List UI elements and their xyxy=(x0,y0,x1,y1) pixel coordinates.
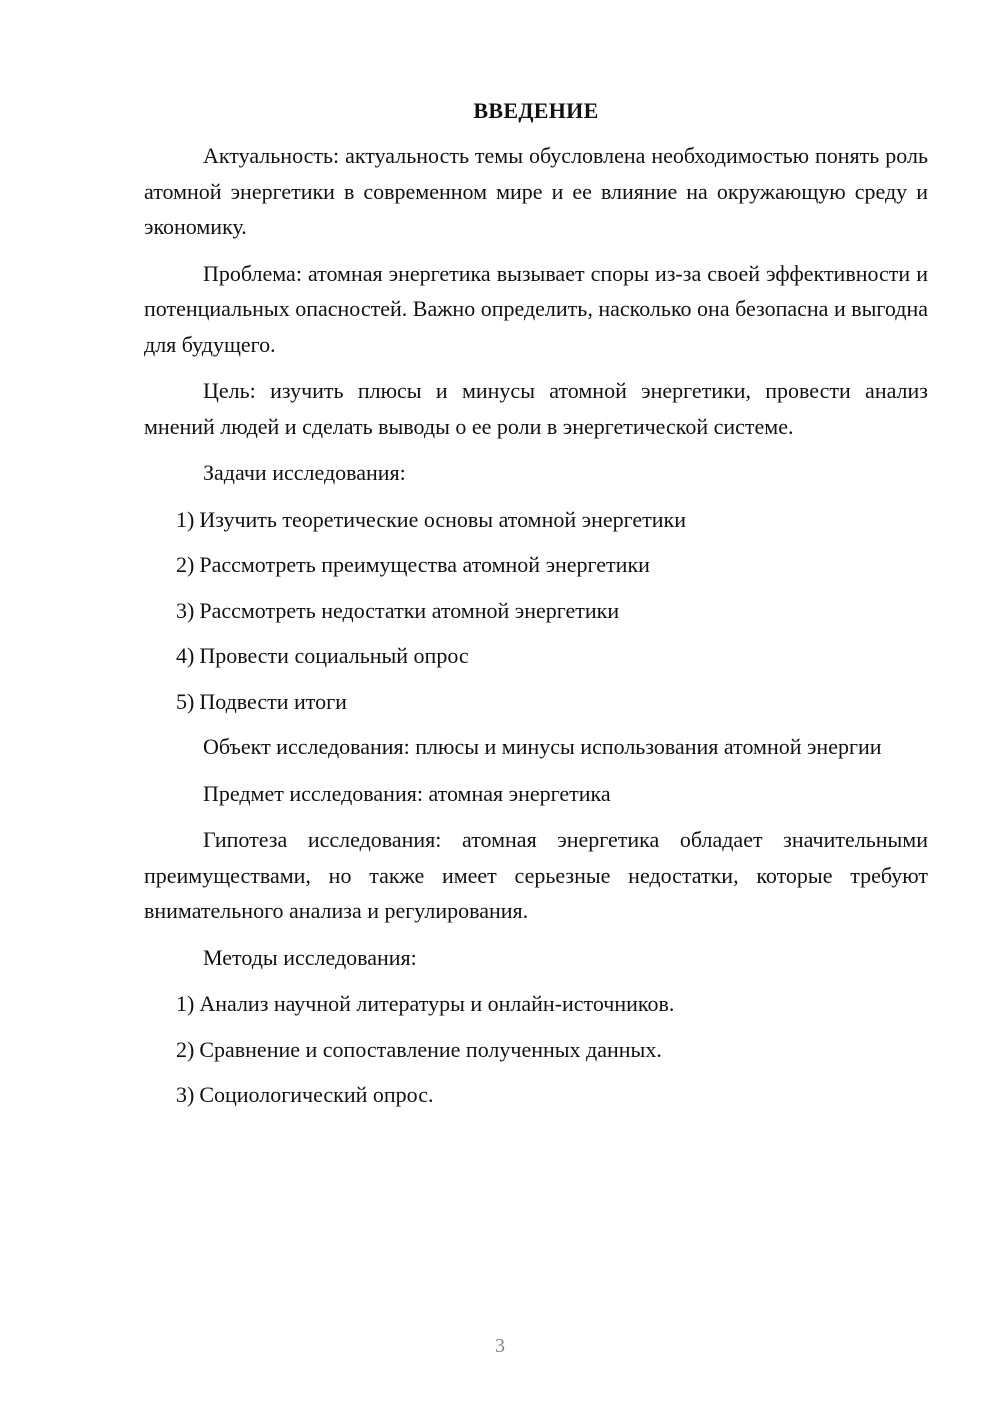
methods-heading: Методы исследования: xyxy=(203,944,417,970)
list-item xyxy=(144,986,928,1022)
list-item xyxy=(144,593,928,629)
tasks-list xyxy=(144,502,928,720)
list-item-number: 3) xyxy=(176,1082,195,1107)
document-page xyxy=(144,96,928,1123)
list-item-number: 4) xyxy=(176,643,195,668)
list-item-number: 3) xyxy=(176,597,195,623)
list-item-text: Изучить теоретические основы атомной энергетики xyxy=(199,506,686,532)
relevance-paragraph: Актуальность: актуальность темы обусловлена необходимостью понять роль атомной энергетики в современном мире и ее влияние на окружающую среду и экономику. xyxy=(144,143,928,239)
list-item-text: Рассмотреть недостатки атомной энергетики xyxy=(199,597,620,623)
list-item-number: 2) xyxy=(176,1036,195,1062)
list-item-text: Провести социальный опрос xyxy=(199,643,469,668)
list-item xyxy=(144,547,928,583)
list-item-text: Подвести итоги xyxy=(199,688,347,714)
list-item-text: Рассмотреть преимущества атомной энергетики xyxy=(199,552,650,577)
list-item xyxy=(144,1032,928,1068)
hypothesis-paragraph: Гипотеза исследования: атомная энергетика обладает значительными преимуществами, но также имеет серьезные недостатки, которые требуют внимательного анализа и регулирования. xyxy=(144,827,928,923)
goal-paragraph: Цель: изучить плюсы и минусы атомной энергетики, провести анализ мнений людей и сделать выводы о ее роли в энергетической системе. xyxy=(144,378,928,439)
list-item-number: 1) xyxy=(176,506,195,532)
list-item-text: Анализ научной литературы и онлайн-источников. xyxy=(199,991,675,1016)
list-item xyxy=(144,684,928,720)
list-item-number: 5) xyxy=(176,688,195,714)
list-item-number: 1) xyxy=(176,991,195,1016)
list-item-number: 2) xyxy=(176,552,195,577)
subject-paragraph: Предмет исследования: атомная энергетика xyxy=(203,780,611,806)
methods-list xyxy=(144,986,928,1113)
tasks-heading: Задачи исследования: xyxy=(203,460,406,485)
list-item xyxy=(144,638,928,674)
object-paragraph: Объект исследования: плюсы и минусы использования атомной энергии xyxy=(203,734,882,759)
list-item-text: Сравнение и сопоставление полученных данных. xyxy=(199,1036,662,1062)
page-title: ВВЕДЕНИЕ xyxy=(473,98,599,123)
list-item xyxy=(144,502,928,538)
problem-paragraph: Проблема: атомная энергетика вызывает споры из-за своей эффективности и потенциальных опасностей. Важно определить, насколько она безопасна и выгодна для будущего. xyxy=(144,260,928,357)
list-item xyxy=(144,1077,928,1113)
list-item-text: Социологический опрос. xyxy=(199,1082,434,1107)
page-number: 3 xyxy=(495,1335,505,1357)
